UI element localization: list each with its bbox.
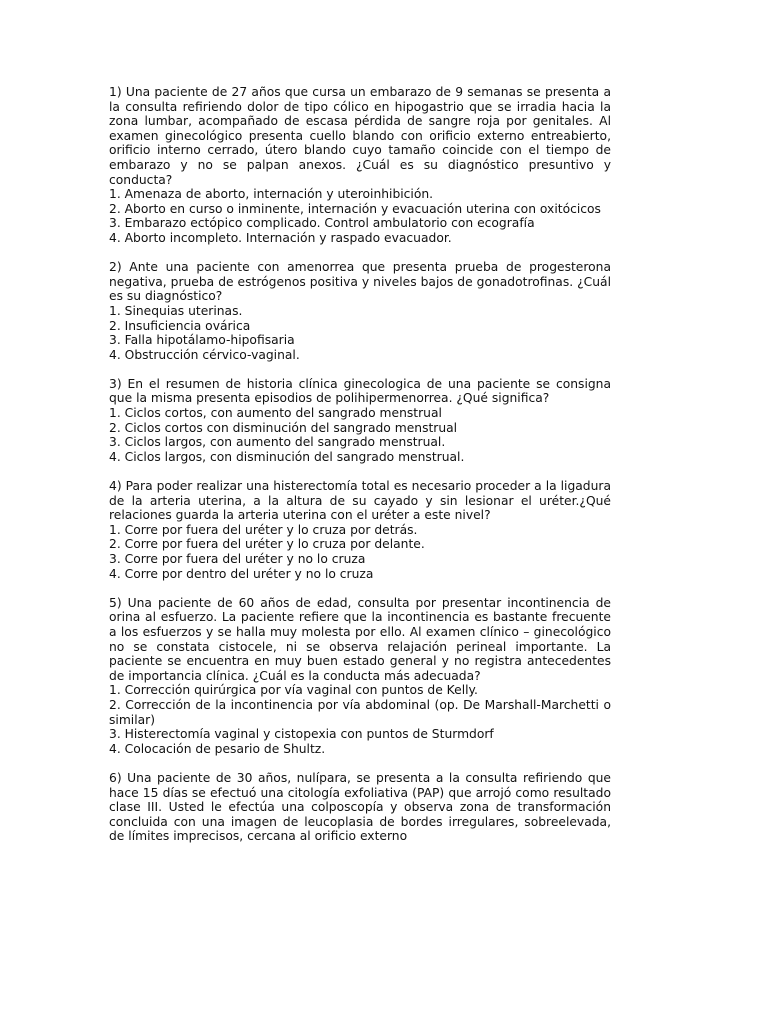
answer-option: 1. Ciclos cortos, con aumento del sangrado menstrual xyxy=(109,406,442,421)
question-stem: 6) Una paciente de 30 años, nulípara, se presenta a la consulta refiriendo que hace 15 días se efectuó una citología exfoliativa (PAP) que arrojó como resultado clase III. Usted le efectúa una colposcopía y observa zona de transformación concluida con una imagen de leucoplasia de bordes irregulares, sobreelevada, de límites imprecisos, cercana al orificio externo xyxy=(109,770,611,844)
answer-option: 2. Aborto en curso o inminente, internación y evacuación uterina con oxitócicos xyxy=(109,201,601,216)
answer-option: 3. Falla hipotálamo-hipofisaria xyxy=(109,333,295,348)
question-stem: 4) Para poder realizar una histerectomía total es necesario proceder a la ligadura de la arteria uterina, a la altura de su cayado y sin lesionar el uréter.¿Qué relaciones guarda la arteria uterina con el uréter a este nivel? xyxy=(109,479,611,523)
answer-option: 1. Corre por fuera del uréter y lo cruza por detrás. xyxy=(109,522,418,537)
answer-option: 2. Insuficiencia ovárica xyxy=(109,318,251,333)
answer-option: 2. Corrección de la incontinencia por vía abdominal (op. De Marshall-Marchetti o similar) xyxy=(109,697,611,727)
question-6 xyxy=(109,771,611,844)
question-stem: 1) Una paciente de 27 años que cursa un embarazo de 9 semanas se presenta a la consulta refiriendo dolor de tipo cólico en hipogastrio que se irradia hacia la zona lumbar, acompañado de escasa pérdida de sangre roja por genitales. Al examen ginecológico presenta cuello blando con orificio externo entreabierto, orificio interno cerrado, útero blando cuyo tamaño coincide con el tiempo de embarazo y no se palpan anexos. ¿Cuál es su diagnóstico presuntivo y conducta? xyxy=(109,85,611,187)
answer-option: 4. Corre por dentro del uréter y no lo cruza xyxy=(109,566,374,581)
answer-option: 4. Colocación de pesario de Shultz. xyxy=(109,741,326,756)
answer-option: 1. Amenaza de aborto, internación y uteroinhibición. xyxy=(109,187,434,202)
question-1 xyxy=(109,85,611,246)
answer-option: 3. Embarazo ectópico complicado. Control ambulatorio con ecografía xyxy=(109,216,535,231)
answer-option: 1. Corrección quirúrgica por vía vaginal con puntos de Kelly. xyxy=(109,683,478,698)
document-page xyxy=(109,85,611,858)
answer-option: 4. Ciclos largos, con disminución del sangrado menstrual. xyxy=(109,449,465,464)
answer-option: 3. Corre por fuera del uréter y no lo cruza xyxy=(109,552,366,566)
answer-option: 4. Obstrucción cérvico-vaginal. xyxy=(109,347,300,362)
question-4 xyxy=(109,479,611,581)
question-stem: 5) Una paciente de 60 años de edad, consulta por presentar incontinencia de orina al esfuerzo. La paciente refiere que la incontinencia es bastante frecuente a los esfuerzos y se halla muy molesta por ello. Al examen clínico – ginecológico no se constata cistocele, ni se observa relajación perineal importante. La paciente se encuentra en muy buen estado general y no registra antecedentes de importancia clínica. ¿Cuál es la conducta más adecuada? xyxy=(109,595,611,683)
answer-option: 2. Ciclos cortos con disminución del sangrado menstrual xyxy=(109,420,458,435)
answer-option: 3. Histerectomía vaginal y cistopexia con puntos de Sturmdorf xyxy=(109,727,494,742)
answer-option: 3. Ciclos largos, con aumento del sangrado menstrual. xyxy=(109,435,446,450)
question-stem: 2) Ante una paciente con amenorrea que presenta prueba de progesterona negativa, prueba de estrógenos positiva y niveles bajos de gonadotrofinas. ¿Cuál es su diagnóstico? xyxy=(109,260,611,304)
question-3 xyxy=(109,377,611,465)
answer-option: 2. Corre por fuera del uréter y lo cruza por delante. xyxy=(109,537,425,552)
question-2 xyxy=(109,260,611,362)
question-5 xyxy=(109,596,611,757)
question-stem: 3) En el resumen de historia clínica ginecologica de una paciente se consigna que la misma presenta episodios de polihipermenorrea. ¿Qué significa? xyxy=(109,376,611,406)
answer-option: 4. Aborto incompleto. Internación y raspado evacuador. xyxy=(109,230,452,245)
answer-option: 1. Sinequias uterinas. xyxy=(109,303,243,318)
